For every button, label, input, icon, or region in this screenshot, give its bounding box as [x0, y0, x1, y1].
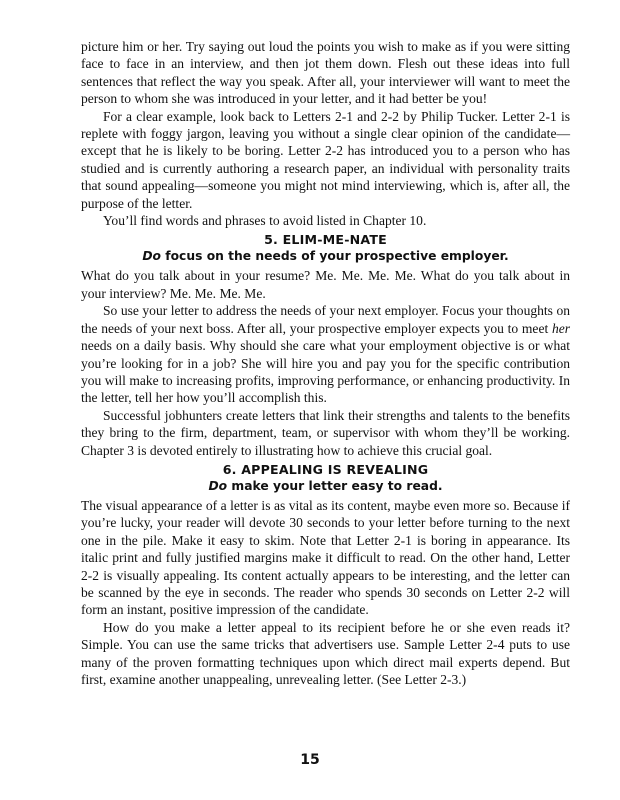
- section-5-paragraph-2: [81, 302, 570, 406]
- body-text: [81, 38, 570, 688]
- section-6-paragraph-2: How do you make a letter appeal to its recipient before he or she even reads it? Simple. You can use the same tricks that advertisers use. Sample Letter 2-4 puts to use many of the proven formatting techniques upon which direct mail experts depend. But first, examine another unappealing, unrevealing letter. (See Letter 2-3.): [81, 619, 570, 687]
- section-5-paragraph-3: Successful jobhunters create letters that link their strengths and talents to the benefits they bring to the firm, department, team, or supervisor with whom they’ll be working. Chapter 3 is devoted entirely to illustrating how to achieve this crucial goal.: [81, 407, 570, 458]
- section-5-heading: 5. ELIM-ME-NATE: [264, 232, 387, 248]
- section-6-subheading-do: Do: [208, 478, 228, 493]
- section-5-paragraph-2-emphasis: her: [551, 320, 570, 336]
- section-6-subheading: [81, 478, 570, 495]
- section-5-subheading-do: Do: [142, 249, 161, 264]
- intro-paragraph-1: picture him or her. Try saying out loud the points you wish to make as if you were sitting face to face in an interview, and then jot them down. Flesh out these ideas into full sentences that reflect the way you speak. After all, your interviewer will want to meet the person to whom she was introduced in your letter, and it had better be you!: [81, 39, 570, 107]
- section-6-subheading-text: make your letter easy to read.: [227, 478, 443, 493]
- intro-paragraph-2: For a clear example, look back to Letters 2-1 and 2-2 by Philip Tucker. Letter 2-1 is replete with foggy jargon, leaving you without a single clear opinion of the candidate—except that he is likely to be boring. Letter 2-2 has introduced you to a person who has studied and is currently authoring a research paper, an individual with personality traits that sound appealing—someone you might not mind interviewing, which is, after all, the purpose of the letter.: [81, 108, 570, 211]
- section-5-paragraph-1: What do you talk about in your resume? Me. Me. Me. Me. What do you talk about in your interview? Me. Me. Me. Me.: [81, 268, 570, 301]
- section-5-paragraph-2-end: needs on a daily basis. Why should she care what your employment objective is or what you’re looking for in a job? She will hire you and pay you for the specific contribution you will make to increasing profits, improving performance, or enhancing productivity. In the letter, tell her how you’ll accomplish this.: [81, 338, 570, 406]
- section-6-heading: 6. APPEALING IS REVEALING: [222, 461, 429, 477]
- section-5-subheading: [81, 248, 570, 265]
- section-6-paragraph-1: The visual appearance of a letter is as vital as its content, maybe even more so. Because if you’re lucky, your reader will devote 30 seconds to your letter before turning to the next one in the pile. Make it easy to skim. Note that Letter 2-1 is boring in appearance. Its italic print and fully justified margins make it difficult to read. On the other hand, Letter 2-2 is visually appealing. Its content actually appears to be interesting, and the letter can be scanned by the eye in seconds. The reader who spends 30 seconds on Letter 2-2 will form an instant, positive impression of the candidate.: [81, 497, 570, 618]
- intro-paragraph-3: You’ll find words and phrases to avoid listed in Chapter 10.: [103, 213, 427, 229]
- page-number: 15: [300, 752, 320, 768]
- section-5-paragraph-2-start: So use your letter to address the needs of your next employer. Focus your thoughts on the needs of your next boss. After all, your prospective employer expects you to meet: [81, 303, 570, 336]
- section-5-subheading-text: focus on the needs of your prospective employer.: [160, 249, 509, 264]
